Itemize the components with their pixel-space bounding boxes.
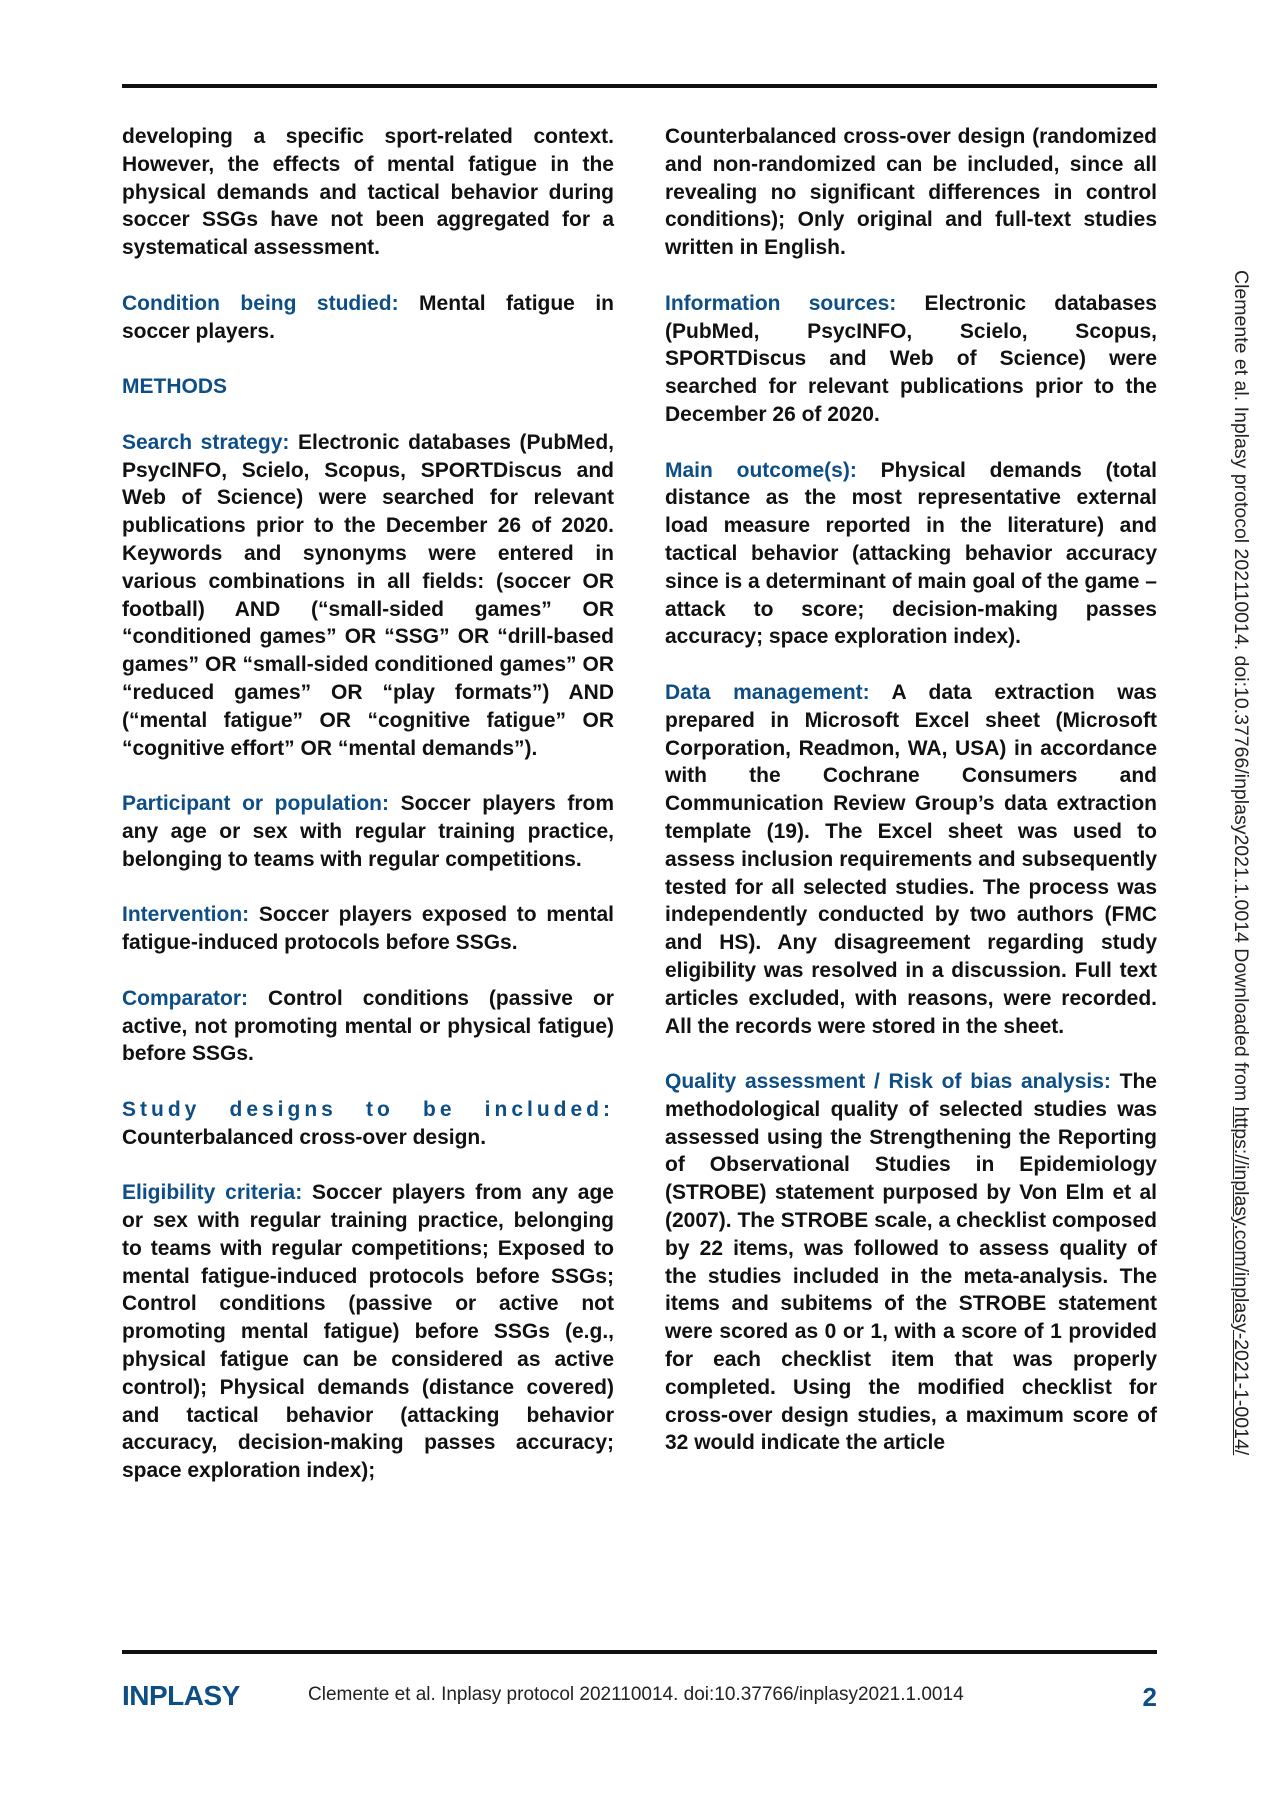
condition-label: Condition being studied: xyxy=(122,291,399,315)
vertical-download-note xyxy=(1229,270,1252,1610)
data-management-label: Data management: xyxy=(665,680,870,704)
search-strategy-paragraph xyxy=(122,429,614,763)
eligibility-continued-paragraph xyxy=(665,123,1157,262)
study-designs-paragraph xyxy=(122,1096,614,1152)
quality-assessment-paragraph xyxy=(665,1068,1157,1457)
data-management-text: A data extraction was prepared in Microsoft Excel sheet (Microsoft Corporation, Readmon, WA, USA) in accordance with the Cochrane Consumers and Communication Review Group’s data extraction template (19). The Excel sheet was used to assess inclusion requirements and subsequently tested for all selected studies. The process was independently conducted by two authors (FMC and HS). Any disagreement regarding study eligibility was resolved in a discussion. Full text articles excluded, with reasons, were recorded. All the records were stored in the sheet. xyxy=(665,680,1157,1038)
information-sources-paragraph xyxy=(665,290,1157,429)
condition-text: Mental fatigue in soccer players. xyxy=(122,291,614,343)
header-rule xyxy=(122,84,1157,88)
search-strategy-label: Search strategy: xyxy=(122,430,290,454)
participants-text: Soccer players from any age or sex with regular training practice, belonging to teams with regular competitions. xyxy=(122,792,614,871)
eligibility-label: Eligibility criteria: xyxy=(122,1181,303,1205)
comparator-text: Control conditions (passive or active, not promoting mental or physical fatigue) before SSGs. xyxy=(122,986,614,1066)
right-column xyxy=(665,123,1157,1485)
study-designs-text: Counterbalanced cross-over design. xyxy=(122,1125,487,1149)
download-note-text: Clemente et al. Inplasy protocol 202110014. doi:10.37766/inplasy2021.1.0014 Downloaded from xyxy=(1230,270,1252,1107)
comparator-paragraph xyxy=(122,985,614,1068)
intervention-label: Intervention: xyxy=(122,903,250,927)
study-designs-label: Study designs to be included: xyxy=(122,1097,614,1121)
quality-assessment-text: The methodological quality of selected studies was assessed using the Strengthening the Reporting of Observational Studies in Epidemiology (STROBE) statement purposed by Von Elm et al (2007). The STROBE scale, a checklist composed by 22 items, was followed to assess quality of the studies included in the meta-analysis. The items and subitems of the STROBE statement were scored as 0 or 1, with a score of 1 provided for each checklist item that was properly completed. Using the modified checklist for cross-over design studies, a maximum score of 32 would indicate the article xyxy=(665,1070,1157,1455)
comparator-label: Comparator: xyxy=(122,986,249,1010)
download-link[interactable]: https://inplasy.com/inplasy-2021-1-0014/ xyxy=(1230,1106,1252,1456)
footer-rule xyxy=(122,1650,1157,1654)
main-outcomes-label: Main outcome(s): xyxy=(665,458,857,482)
eligibility-text: Soccer players from any age or sex with regular training practice, belonging to teams with regular competitions; Exposed to mental fatigue-induced protocols before SSGs; Control conditions (passive or active not promoting mental fatigue) before SSGs (e.g., physical fatigue can be considered as active control); Physical demands (distance covered) and tactical behavior (attacking behavior accuracy, decision-making passes accuracy; space exploration index); xyxy=(122,1181,614,1483)
participants-label: Participant or population: xyxy=(122,792,389,816)
intervention-paragraph xyxy=(122,901,614,957)
condition-paragraph xyxy=(122,290,614,346)
quality-assessment-label: Quality assessment / Risk of bias analysis: xyxy=(665,1070,1111,1094)
intro-text: developing a specific sport-related context. However, the effects of mental fatigue in the physical demands and tactical behavior during soccer SSGs have not been aggregated for a systematical assessment. xyxy=(122,125,614,260)
footer-citation: Clemente et al. Inplasy protocol 202110014. doi:10.37766/inplasy2021.1.0014 xyxy=(308,1684,964,1705)
search-strategy-text: Electronic databases (PubMed, PsycINFO, Scielo, Scopus, SPORTDiscus and Web of Science) were searched for relevant publications prior to the December 26 of 2020. Keywords and synonyms were entered in various combinations in all fields: (soccer OR football) AND (“small-sided games” OR “conditioned games” OR “SSG” OR “drill-based games” OR “small-sided conditioned games” OR “reduced games” OR “play formats”) AND (“mental fatigue” OR “cognitive fatigue” OR “cognitive effort” OR “mental demands”). xyxy=(122,430,614,760)
left-column xyxy=(122,123,614,1513)
participants-paragraph xyxy=(122,790,614,873)
main-outcomes-paragraph xyxy=(665,457,1157,652)
main-outcomes-text: Physical demands (total distance as the most representative external load measure reported in the literature) and tactical behavior (attacking behavior accuracy since is a determinant of main goal of the game – attack to score; decision-making passes accuracy; space exploration index). xyxy=(665,458,1157,649)
eligibility-paragraph xyxy=(122,1179,614,1485)
intervention-text: Soccer players exposed to mental fatigue-induced protocols before SSGs. xyxy=(122,903,615,955)
information-sources-label: Information sources: xyxy=(665,291,897,315)
eligibility-continued-text: Counterbalanced cross-over design (randomized and non-randomized can be included, since all revealing no significant differences in control conditions); Only original and full-text studies written in English. xyxy=(665,125,1157,260)
data-management-paragraph xyxy=(665,679,1157,1040)
intro-paragraph xyxy=(122,123,614,262)
page-footer xyxy=(122,1680,1157,1720)
page-number: 2 xyxy=(1142,1682,1157,1712)
information-sources-text: Electronic databases (PubMed, PsycINFO, Scielo, Scopus, SPORTDiscus and Web of Science) were searched for relevant publications prior to the December 26 of 2020. xyxy=(665,291,1157,426)
inplasy-logo: INPLASY xyxy=(122,1680,240,1711)
methods-heading: METHODS xyxy=(122,375,227,399)
